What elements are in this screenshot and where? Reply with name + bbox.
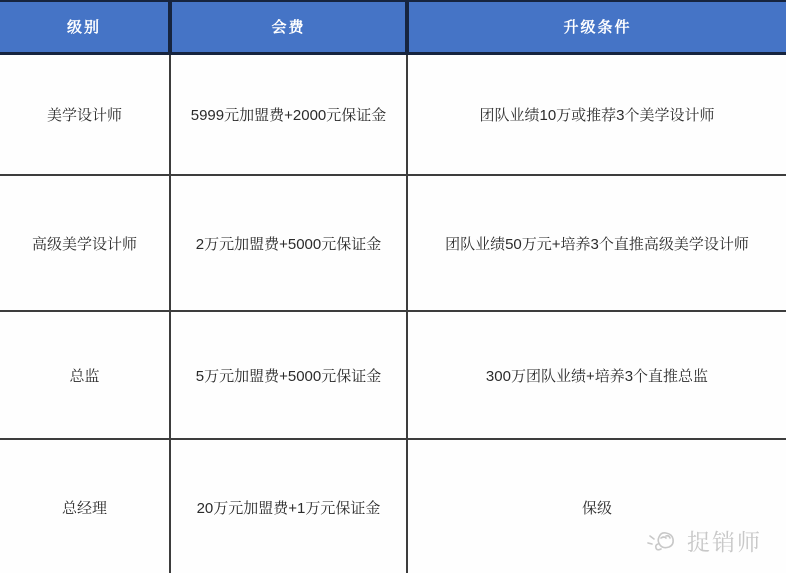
cell-upgrade-condition: 300万团队业绩+培养3个直推总监 bbox=[407, 311, 786, 439]
cell-upgrade-condition: 团队业绩50万元+培养3个直推高级美学设计师 bbox=[407, 175, 786, 311]
cell-fee: 20万元加盟费+1万元保证金 bbox=[170, 439, 407, 573]
table-header-row bbox=[0, 1, 786, 53]
cell-fee: 2万元加盟费+5000元保证金 bbox=[170, 175, 407, 311]
cell-fee: 5万元加盟费+5000元保证金 bbox=[170, 311, 407, 439]
header-level: 级别 bbox=[0, 1, 170, 53]
table-row bbox=[0, 439, 786, 573]
cell-fee: 5999元加盟费+2000元保证金 bbox=[170, 53, 407, 175]
header-upgrade-condition: 升级条件 bbox=[407, 1, 786, 53]
cell-upgrade-condition: 团队业绩10万或推荐3个美学设计师 bbox=[407, 53, 786, 175]
cell-level: 总监 bbox=[0, 311, 170, 439]
cell-upgrade-condition: 保级 bbox=[407, 439, 786, 573]
header-fee: 会费 bbox=[170, 1, 407, 53]
cell-level: 总经理 bbox=[0, 439, 170, 573]
table-row bbox=[0, 53, 786, 175]
watermark-text: 捉销师 bbox=[687, 529, 762, 555]
cell-level: 高级美学设计师 bbox=[0, 175, 170, 311]
cell-level: 美学设计师 bbox=[0, 53, 170, 175]
table-row bbox=[0, 175, 786, 311]
table-row bbox=[0, 311, 786, 439]
